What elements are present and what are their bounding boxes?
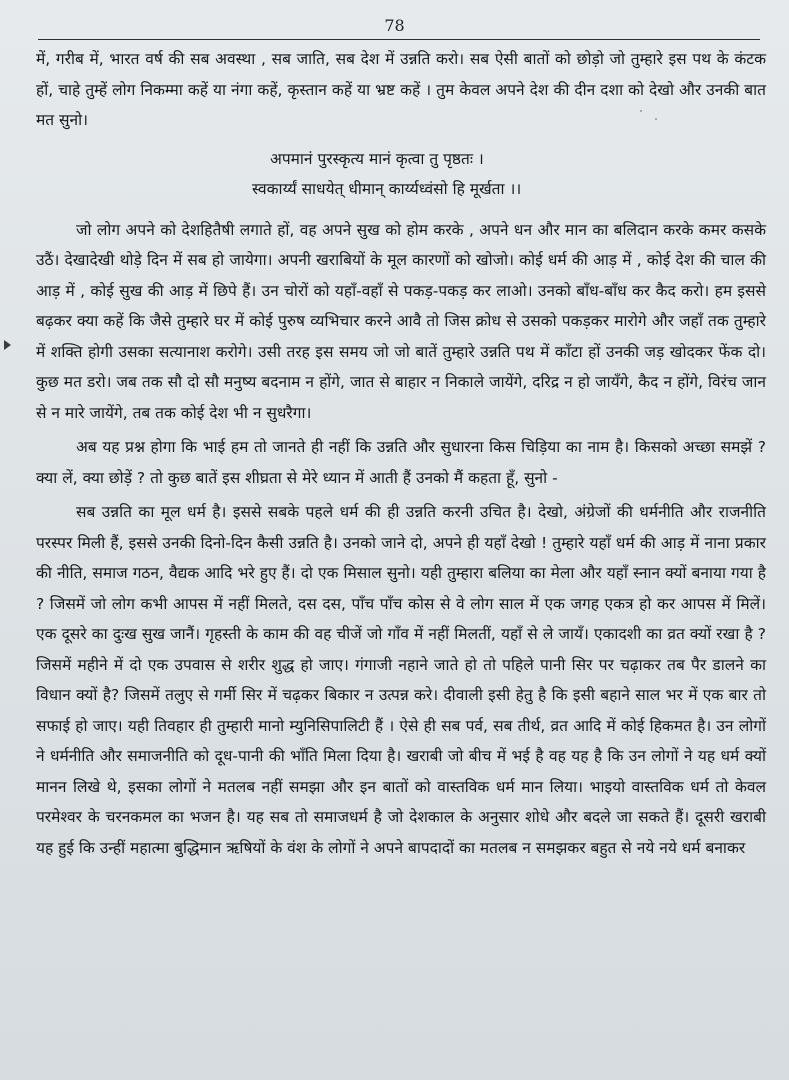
paragraph-4: सब उन्नति का मूल धर्म है। इससे सबके पहले धर्म की ही उन्नति करनी उचित है। देखो, अंग्रेजों की धर्मनीति और राजनीति परस्पर मिली हैं, इससे उनकी दिनो-दिन कैसी उन्नति है। उनको जाने दो, अपने ही यहाँ देखो ! तुम्हारे यहाँ धर्म की आड़ में नाना प्रकार की नीति, समाज गठन, वैद्यक आदि भरे हुए हैं। दो एक मिसाल सुनो। यही तुम्हारा बलिया का मेला और यहाँ स्नान क्यों बनाया गया है ? जिसमें जो लोग कभी आपस में नहीं मिलते, दस दस, पाँच पाँच कोस से वे लोग साल में एक जगह एकत्र हो कर आपस में मिलें। एक दूसरे का दुःख सुख जानैं। गृहस्ती के काम की वह चीजें जो गाँव में नहीं मिलतीं, यहाँ से ले जायँ। एकादशी का व्रत क्यों रखा है ? जिसमें महीने में दो एक उपवास से शरीर शुद्ध हो जाए। गंगाजी नहाने जाते हो तो पहिले पानी सिर पर चढ़ाकर तब पैर डालने का विधान क्यों है? जिसमें तलुए से गर्मी सिर में चढ़कर बिकार न उत्पन्न करे। दीवाली इसी हेतु है कि इसी बहाने साल भर में एक बार तो सफाई हो जाए। यही तिवहार ही तुम्हारी मानो म्युनिसिपालिटी हैं । ऐसे ही सब पर्व, सब तीर्थ, व्रत आदि में कोई हिकमत है। उन लोगों ने धर्मनीति और समाजनीति को दूध-पानी की भाँति मिला दिया है। खराबी जो बीच में भई है वह यह है कि उन लोगों ने यह धर्म क्यों मानन लिखे थे, इसका लोगों ने मतलब नहीं समझा और इन बातों को वास्तविक धर्म मान लिया। भाइयो वास्तविक धर्म तो केवल परमेश्वर के चरनकमल का भजन है। यह सब तो समाजधर्म है जो देशकाल के अनुसार शोधे और बदले जा सकते हैं। दूसरी खराबी यह हुई कि उन्हीं महात्मा बुद्धिमान ऋषियों के वंश के लोगों ने अपने बापदादों का मतलब न समझकर बहुत से नये नये धर्म बनाकर <box>36 503 766 857</box>
header-rule <box>38 39 760 40</box>
paragraph-1: में, गरीब में, भारत वर्ष की सब अवस्था , सब जाति, सब देश में उन्नति करो। सब ऐसी बातों को छोड़ो जो तुम्हारे इस पथ के कंटक हों, चाहे तुम्हें लोग निकम्मा कहें या नंगा कहें, कृस्तान कहें या भ्रष्ट कहें । तुम केवल अपने देश की दीन दशा को देखो और उनकी बात मत सुनो। <box>36 50 766 129</box>
verse-line-1: अपमानं पुरस्कृत्य मानं कृत्वा तु पृष्ठतः । <box>270 149 484 168</box>
margin-bullet-mark <box>4 340 11 350</box>
body-text <box>36 44 766 863</box>
page-number: 78 <box>384 16 405 35</box>
paragraph-2: जो लोग अपने को देशहितैषी लगाते हों, वह अपने सुख को होम करके , अपने धन और मान का बलिदान करके कमर कसके उठैं। देखादेखी थोड़े दिन में सब हो जायेगा। अपनी खराबियों के मूल कारणों को खोजो। कोई धर्म की आड़ में , कोई देश की चाल की आड़ में , कोई सुख की आड़ में छिपे हैं। उन चोरों को यहाँ-वहाँ से पकड़-पकड़ कर लाओ। उनको बाँध-बाँध कर कैद करो। हम इससे बढ़कर क्या कहें कि जैसे तुम्हारे घर में कोई पुरुष व्यभिचार करने आवै तो जिस क्रोध से उसको पकड़कर मारोगे और जहाँ तक तुम्हारे में शक्ति होगी उसका सत्यानाश करोगे। उसी तरह इस समय जो जो बातें तुम्हारे उन्नति पथ में काँटा हों उनकी जड़ खोदकर फेंक दो। कुछ मत डरो। जब तक सौ दो सौ मनुष्य बदनाम न होंगे, जात से बाहार न निकाले जायेंगे, दरिद्र न हो जायँगे, कैद न होंगे, विरंच जान से न मारे जायेंगे, तब तक कोई देश भी न सुधरैगा। <box>36 220 767 422</box>
verse-line-2: स्वकार्य्यं साधयेत् धीमान् कार्य्यध्वंसो हि मूर्खता ।। <box>252 180 522 198</box>
paragraph-3: अब यह प्रश्न होगा कि भाई हम तो जानते ही नहीं कि उन्नति और सुधारना किस चिड़िया का नाम है। किसको अच्छा समझें ? क्या लें, क्या छोड़ें ? तो कुछ बातें इस शीघ्रता से मेरे ध्यान में आती हैं उनको मैं कहता हूँ, सुनो - <box>36 438 766 487</box>
sanskrit-verse <box>36 144 766 205</box>
